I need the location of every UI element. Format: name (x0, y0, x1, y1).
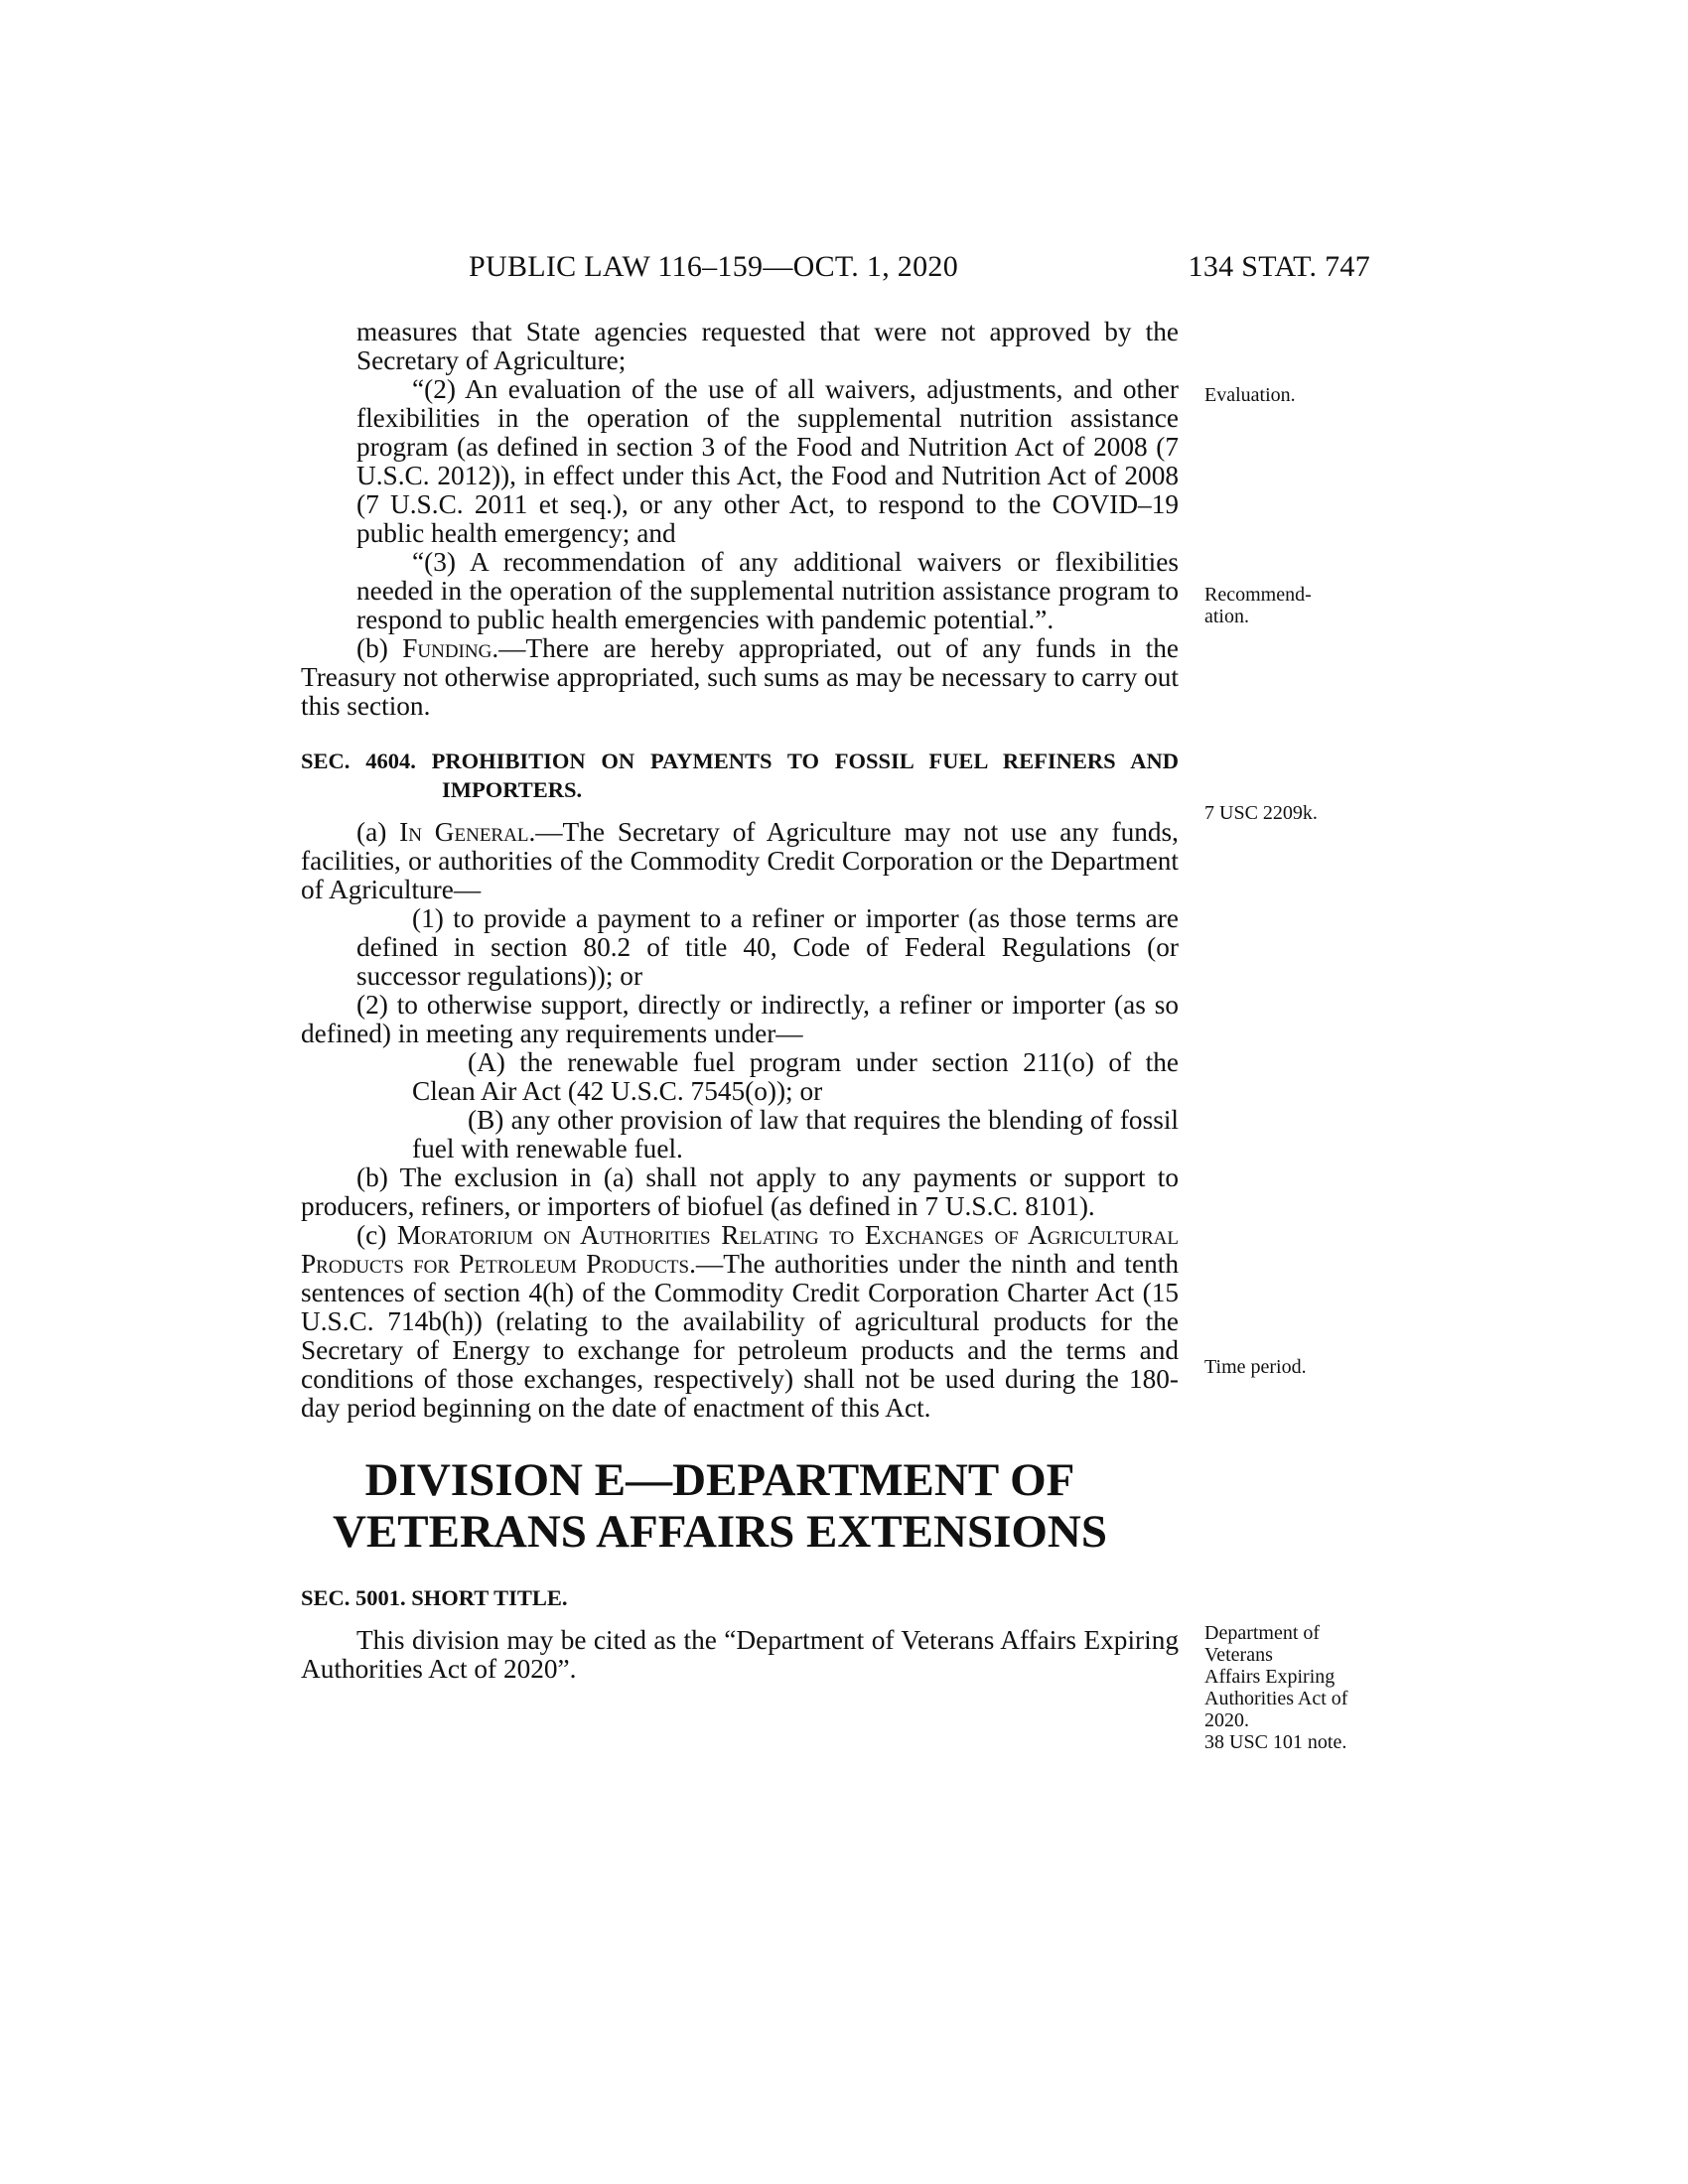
margin-note-va-act-line-2: Veterans (1204, 1644, 1273, 1666)
margin-note-va-act-line-4: Authorities Act of (1204, 1688, 1348, 1709)
margin-note-usc-2209k: 7 USC 2209k. (1204, 802, 1318, 824)
paragraph-item-2: (2) to otherwise support, directly or indirectly, a refiner or importer (as so defined) in meeting any requirements under— (301, 990, 1179, 1048)
margin-note-time-period: Time period. (1204, 1356, 1307, 1378)
funding-caption: Funding (402, 633, 492, 663)
moratorium-text: .—The authorities under the ninth and tenth sentences of section 4(h) of the Commodity Credit Corporation Charter Act (15 U.S.C. 714b(h)) (relating to the availability of agricultural products for the Secretary of Energy to exchange for petroleum products and the terms and conditions of those exchanges, respectively) shall not be used during the 180-day period beginning on the date of enactment of this Act. (301, 1249, 1179, 1423)
division-title-line-2: VETERANS AFFAIRS EXTENSIONS (332, 1506, 1108, 1558)
margin-note-recommendation-line-2: ation. (1204, 606, 1249, 627)
paragraph-in-general (301, 818, 1179, 904)
division-title (301, 1454, 1179, 1558)
margin-note-va-act-line-3: Affairs Expiring (1204, 1666, 1336, 1688)
paragraph-exclusion: (b) The exclusion in (a) shall not apply to any payments or support to producers, refiners, or importers of biofuel (as defined in 7 U.S.C. 8101). (301, 1162, 1179, 1221)
header-page-number: 134 STAT. 747 (1188, 250, 1370, 283)
margin-note-evaluation: Evaluation. (1204, 384, 1296, 406)
header-title: PUBLIC LAW 116–159—OCT. 1, 2020 (469, 250, 959, 283)
division-title-line-1: DIVISION E—DEPARTMENT OF (364, 1454, 1075, 1506)
section-4604-heading: SEC. 4604. PROHIBITION ON PAYMENTS TO FOSSIL FUEL REFINERS AND IMPORTERS. (301, 749, 1179, 802)
margin-note-recommendation-line-1: Recommend- (1204, 584, 1312, 606)
paragraph-funding (301, 634, 1179, 721)
margin-note-usc-101: 38 USC 101 note. (1204, 1731, 1347, 1753)
funding-text: .—There are hereby appropriated, out of any funds in the Treasury not otherwise appropriated, such sums as may be necessary to carry out this section. (301, 633, 1179, 721)
moratorium-lead: (c) (356, 1220, 397, 1250)
in-general-text: .—The Secretary of Agriculture may not use any funds, facilities, or authorities of the Commodity Credit Corporation or the Department of Agriculture— (301, 817, 1179, 904)
paragraph-item-1: (1) to provide a payment to a refiner or importer (as those terms are defined in section 80.2 of title 40, Code of Federal Regulations (or successor regulations)); or (356, 903, 1179, 991)
paragraph-continuation: measures that State agencies requested that were not approved by the Secretary of Agriculture; (356, 317, 1179, 375)
margin-note-va-act-line-1: Department of (1204, 1622, 1321, 1644)
body-text (301, 318, 1179, 1684)
margin-note-recommendation (1204, 584, 1312, 627)
section-5001-heading: SEC. 5001. SHORT TITLE. (301, 1585, 568, 1610)
paragraph-moratorium (301, 1221, 1179, 1423)
margin-note-va-act (1204, 1622, 1347, 1753)
in-general-caption: In General (399, 817, 529, 847)
margin-note-va-act-line-5: 2020. (1204, 1709, 1249, 1731)
running-header (298, 250, 1370, 294)
paragraph-item-a: (A) the renewable fuel program under section 211(o) of the Clean Air Act (42 U.S.C. 7545(o)); or (412, 1047, 1179, 1106)
paragraph-item-b: (B) any other provision of law that requires the blending of fossil fuel with renewable fuel. (412, 1105, 1179, 1163)
in-general-lead: (a) (356, 817, 400, 847)
paragraph-recommendation: “(3) A recommendation of any additional waivers or flexibilities needed in the operation of the supplemental nutrition assistance program to respond to public health emergencies with pandemic potential.”. (356, 547, 1179, 634)
funding-lead: (b) (356, 633, 403, 663)
moratorium-caption: Moratorium on Authorities Relating to Exchanges of Agricultural Products for Petroleum Products (301, 1220, 1179, 1279)
paragraph-short-title: This division may be cited as the “Department of Veterans Affairs Expiring Authorities Act of 2020”. (301, 1625, 1179, 1684)
paragraph-evaluation: “(2) An evaluation of the use of all waivers, adjustments, and other flexibilities in the operation of the supplemental nutrition assistance program (as defined in section 3 of the Food and Nutrition Act of 2008 (7 U.S.C. 2012)), in effect under this Act, the Food and Nutrition Act of 2008 (7 U.S.C. 2011 et seq.), or any other Act, to respond to the COVID–19 public health emergency; and (356, 374, 1179, 548)
